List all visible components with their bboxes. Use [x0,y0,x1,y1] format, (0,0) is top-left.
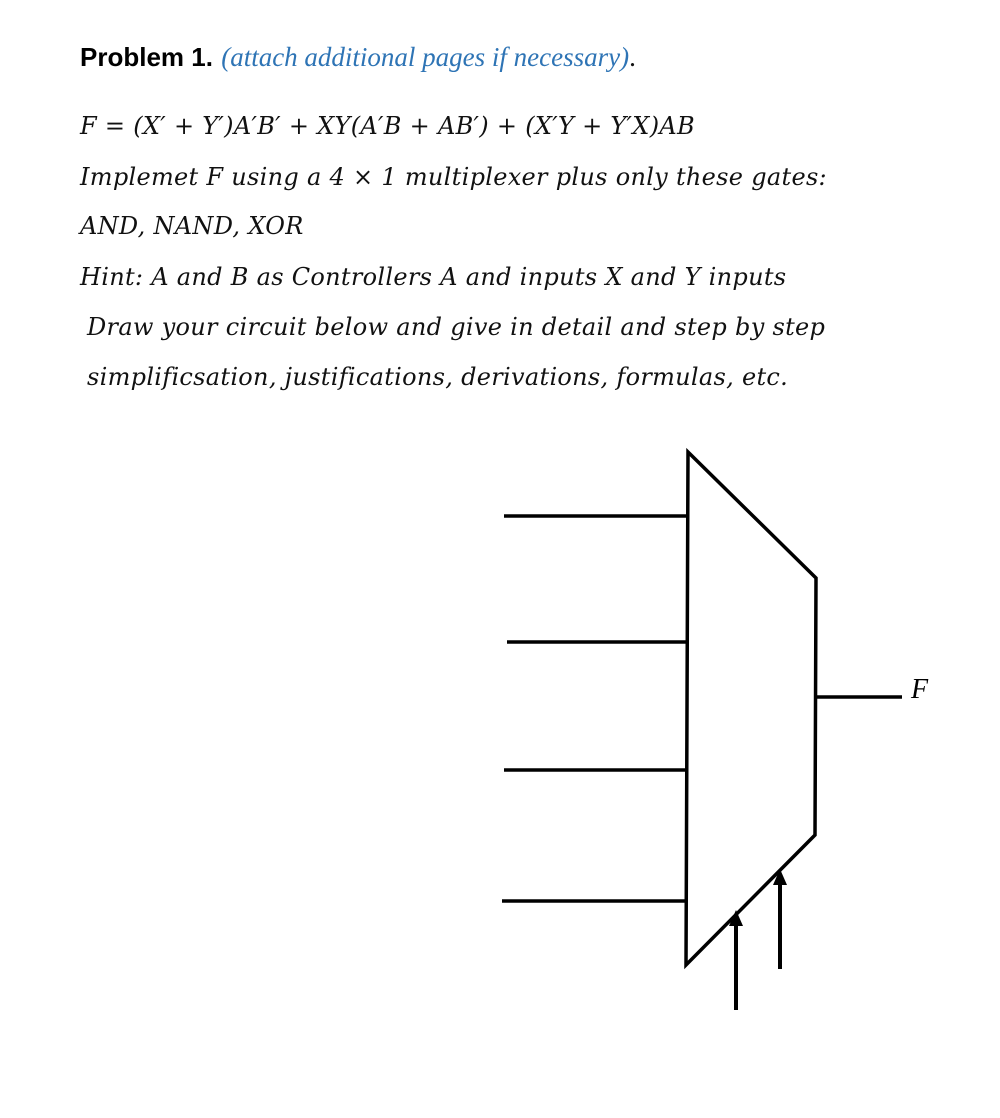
problem-note-period: . [629,42,636,72]
mux-body [686,452,816,965]
problem-label: Problem 1. [80,42,213,72]
detail-instruction: simplificsation, justifications, derivations, formulas, etc. [87,363,789,391]
problem-note: (attach additional pages if necessary) [221,42,630,72]
task-statement: Implemet F using a 4 × 1 multiplexer plus only these gates: [80,163,827,191]
allowed-gates: AND, NAND, XOR [80,212,304,240]
hint-text: Hint: A and B as Controllers A and inputs X and Y inputs [80,263,787,291]
draw-instruction: Draw your circuit below and give in detail and step by step [87,313,826,341]
boolean-equation: F = (X′ + Y′)A′B′ + XY(A′B + AB′) + (X′Y + Y′X)AB [80,112,695,140]
output-label: F [911,674,929,705]
